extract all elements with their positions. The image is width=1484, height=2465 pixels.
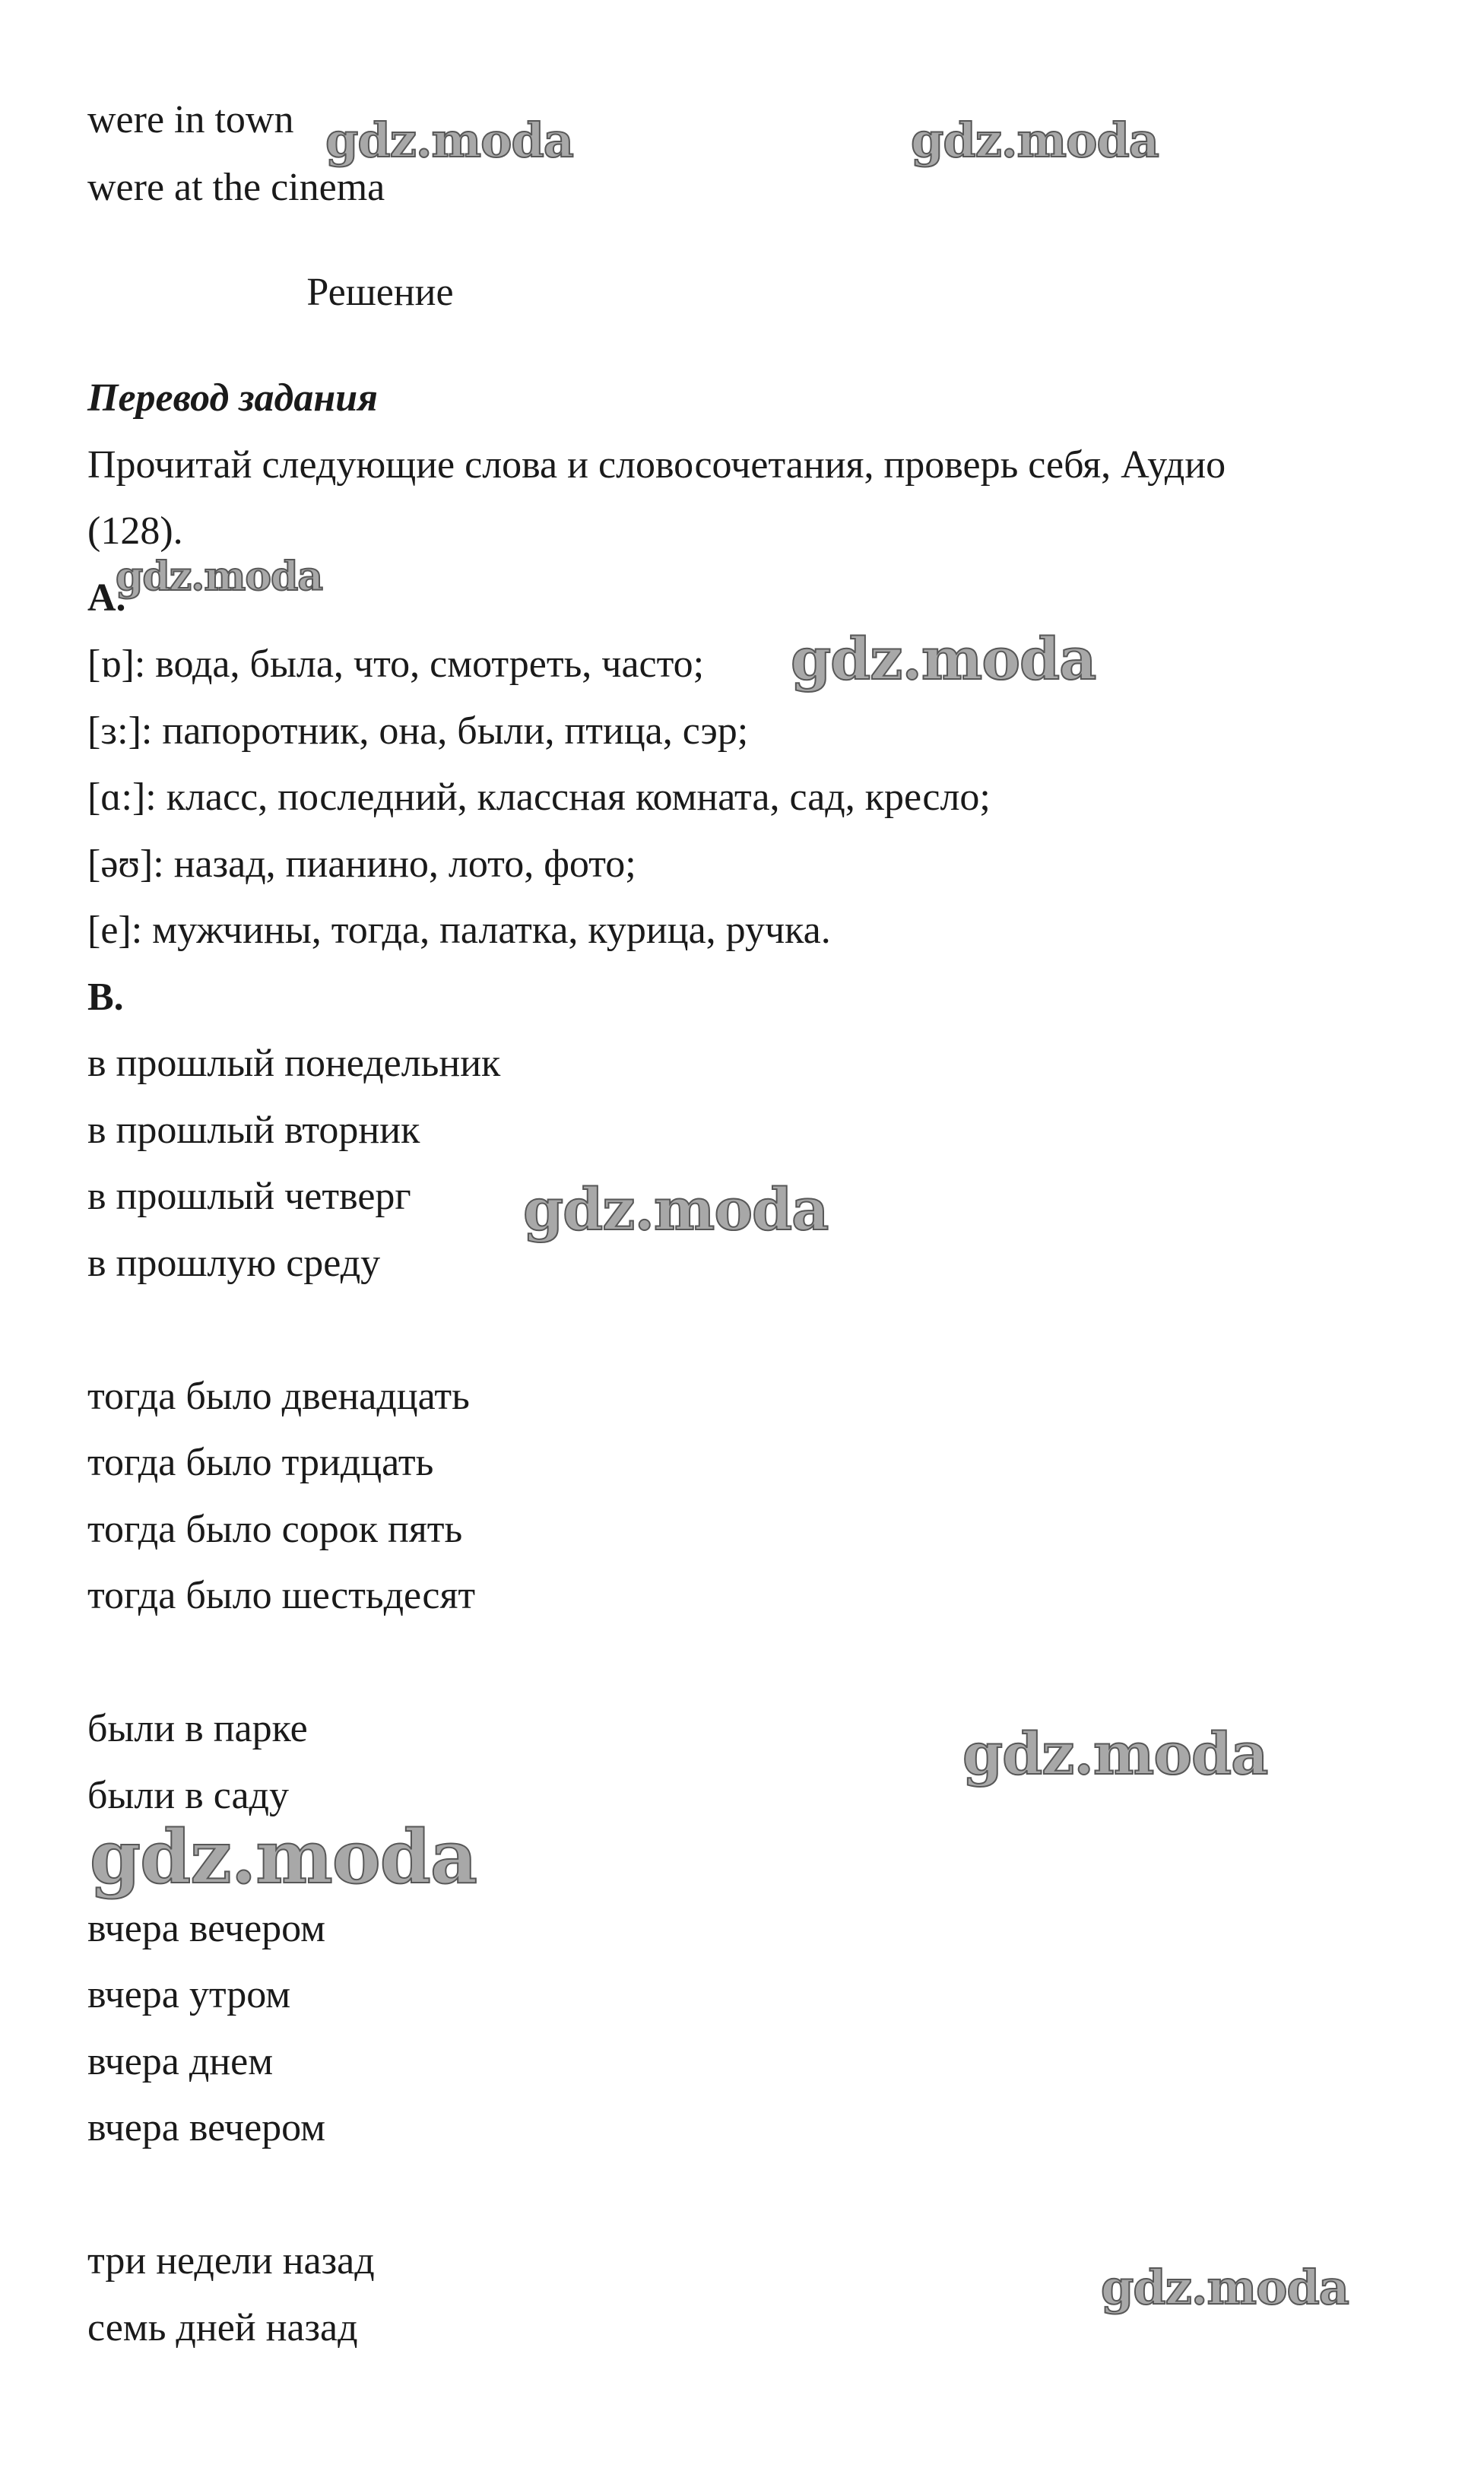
- phrase-line: тогда было тридцать: [87, 1441, 434, 1484]
- phonetic-line: [əʊ]: назад, пианино, лото, фото;: [87, 842, 636, 886]
- phonetic-line: [e]: мужчины, тогда, палатка, курица, ручка.: [87, 909, 831, 952]
- phrase-line: три недели назад: [87, 2239, 375, 2283]
- phonetic-line: [ɒ]: вода, была, что, смотреть, часто;: [87, 642, 705, 686]
- phrase-line: в прошлую среду: [87, 1242, 381, 1285]
- intro-line: were at the cinema: [87, 166, 385, 209]
- phonetic-line: [ɑ:]: класс, последний, классная комната, сад, кресло;: [87, 776, 991, 819]
- watermark: gdz.moda: [1101, 2260, 1349, 2315]
- solution-heading: Решение: [306, 271, 454, 314]
- watermark: gdz.moda: [911, 113, 1159, 168]
- section-b-label: B.: [87, 976, 124, 1019]
- phrase-line: были в саду: [87, 1774, 289, 1817]
- instruction-text: Прочитай следующие слова и словосочетания, проверь себя, Аудио: [87, 443, 1226, 487]
- watermark: gdz.moda: [523, 1175, 829, 1243]
- watermark: gdz.moda: [791, 625, 1096, 693]
- phrase-line: вчера вечером: [87, 1907, 326, 1950]
- watermark: gdz.moda: [962, 1720, 1268, 1788]
- phonetic-line: [ɜ:]: папоротник, она, были, птица, сэр;: [87, 709, 749, 753]
- phrase-line: вчера утром: [87, 1973, 291, 2016]
- phrase-line: в прошлый понедельник: [87, 1042, 501, 1085]
- intro-line: were in town: [87, 98, 294, 141]
- instruction-text: (128).: [87, 509, 183, 553]
- watermark: gdz.moda: [325, 113, 573, 168]
- phrase-line: в прошлый вторник: [87, 1109, 420, 1152]
- translation-heading: Перевод задания: [87, 376, 378, 420]
- phrase-line: семь дней назад: [87, 2306, 358, 2349]
- phrase-line: тогда было двенадцать: [87, 1375, 470, 1418]
- phrase-line: тогда было шестьдесят: [87, 1574, 476, 1617]
- phrase-line: вчера днем: [87, 2040, 274, 2083]
- watermark: gdz.moda: [116, 554, 323, 600]
- phrase-line: вчера вечером: [87, 2106, 326, 2149]
- section-a-label: A.: [87, 576, 126, 620]
- phrase-line: в прошлый четверг: [87, 1175, 411, 1218]
- phrase-line: были в парке: [87, 1707, 308, 1750]
- phrase-line: тогда было сорок пять: [87, 1508, 463, 1551]
- watermark: gdz.moda: [90, 1814, 477, 1900]
